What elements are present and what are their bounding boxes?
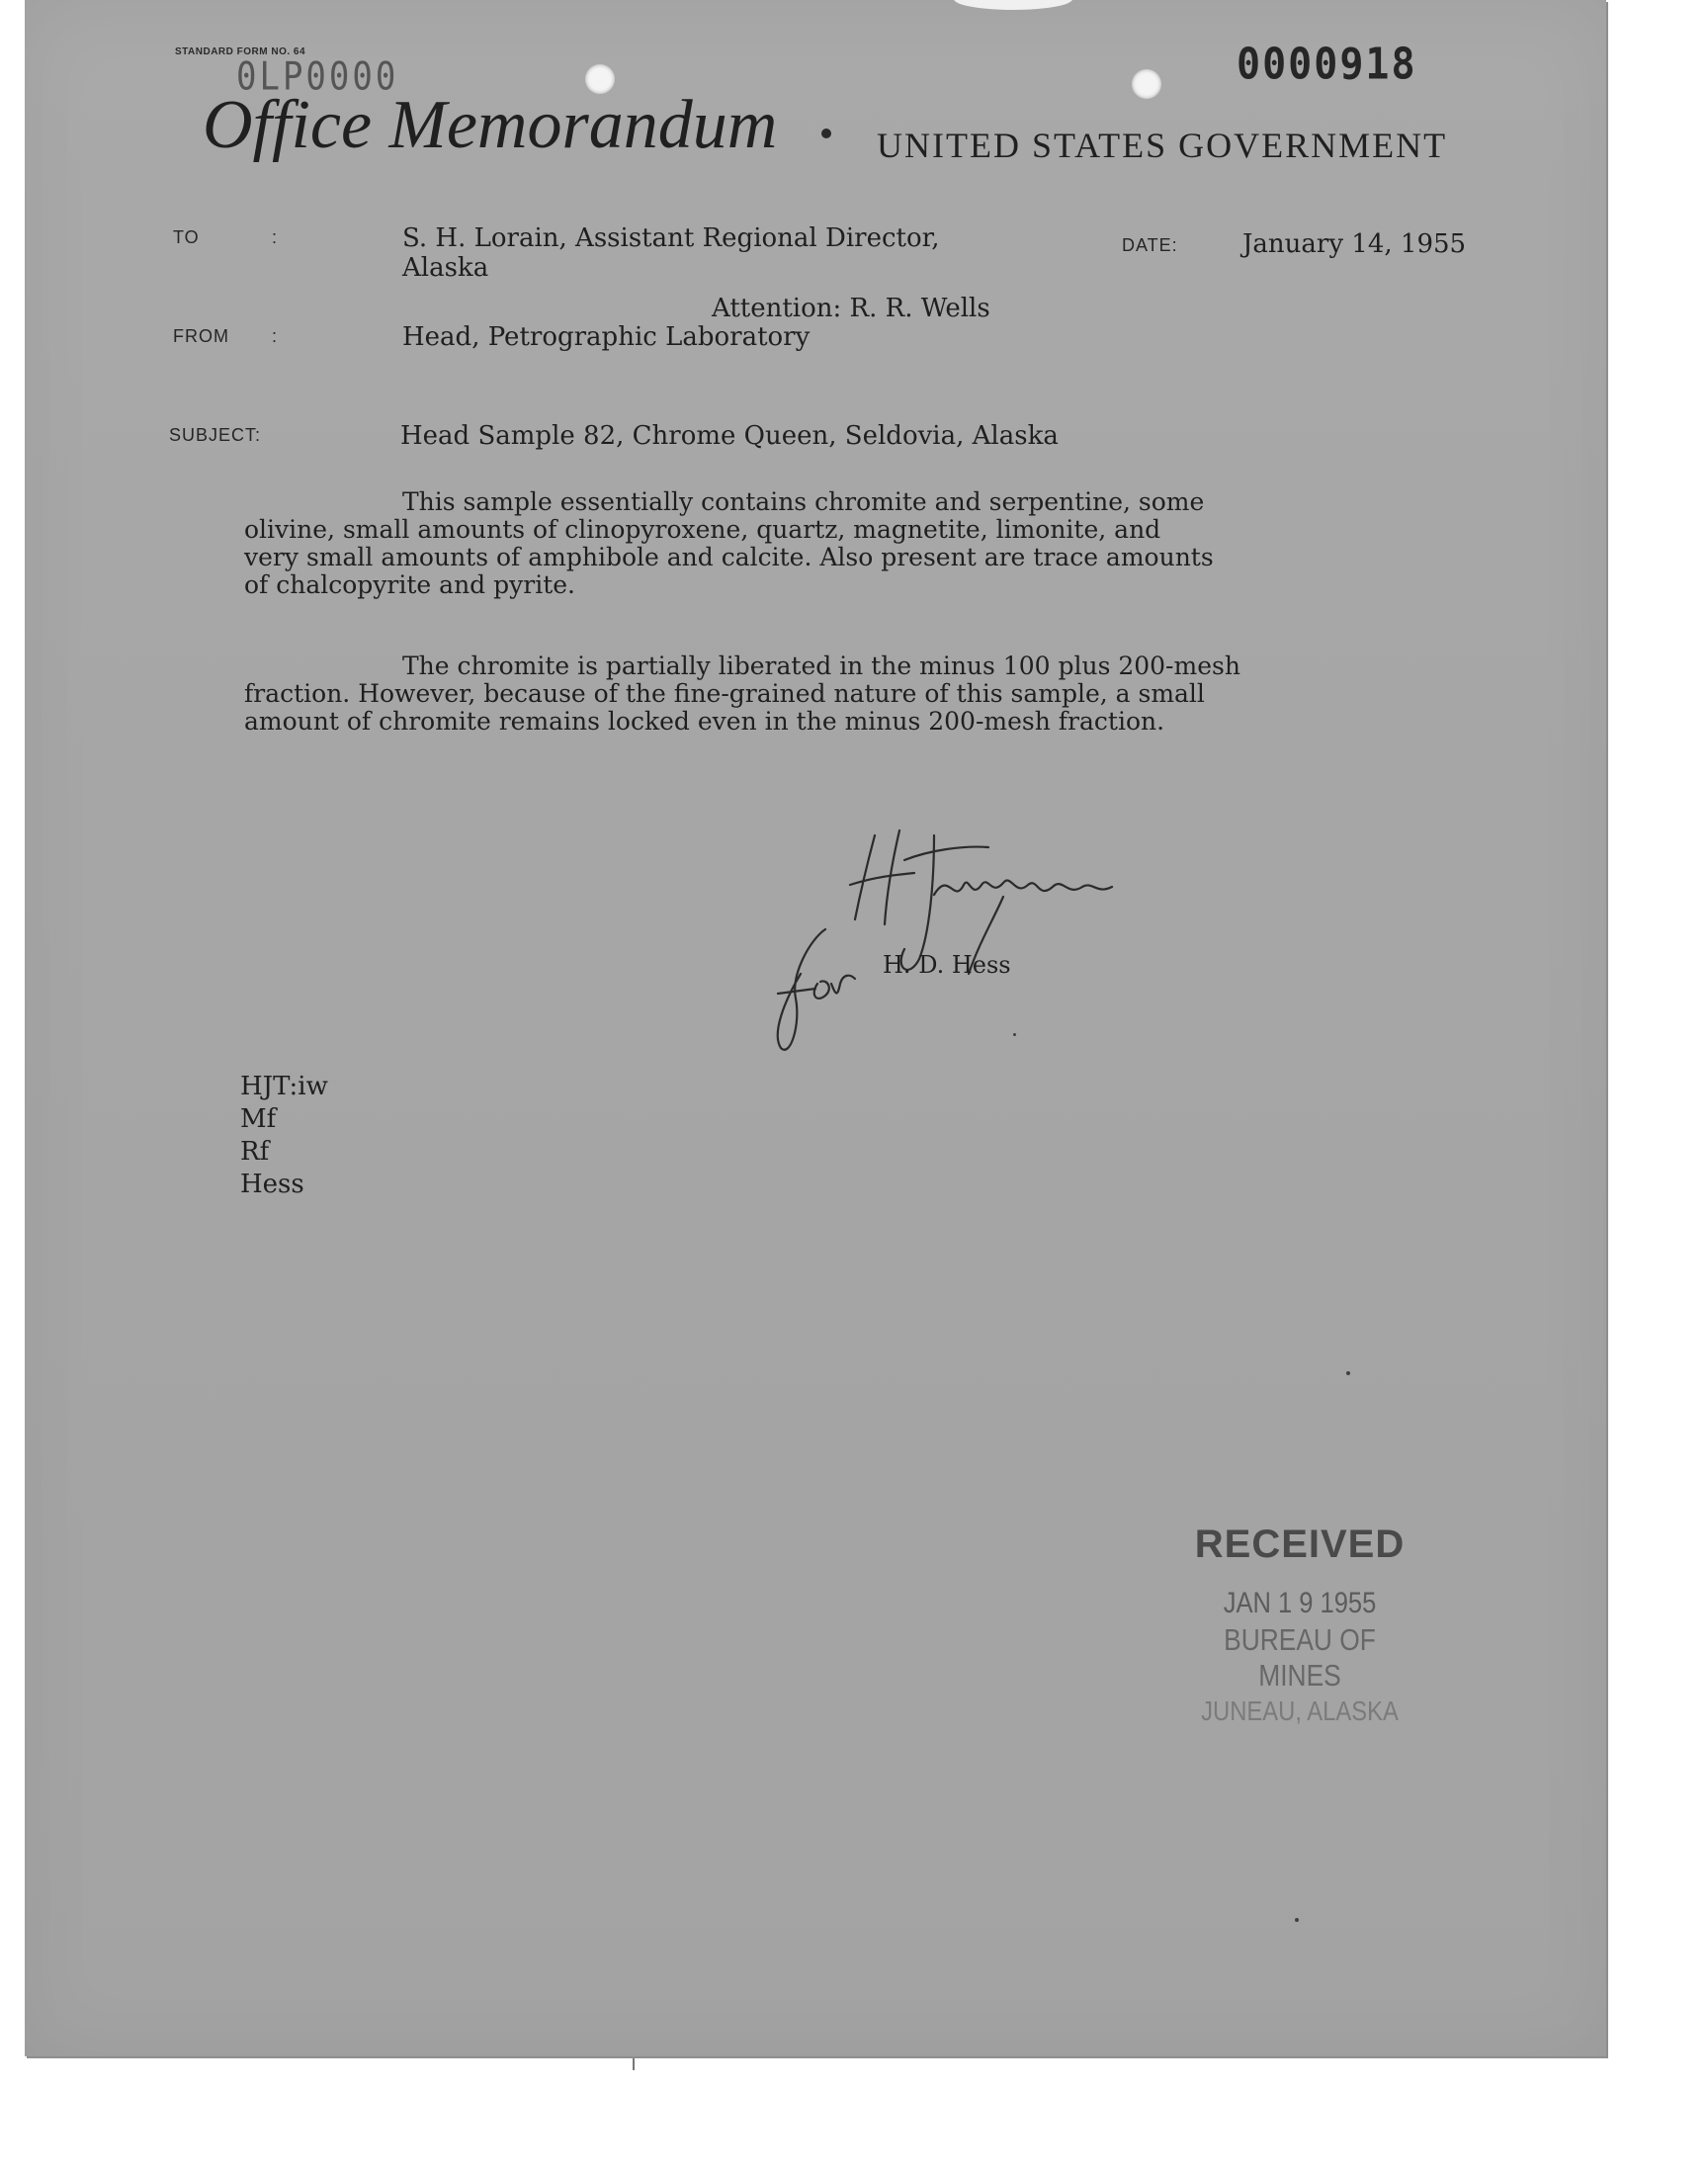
paper-tear — [954, 0, 1072, 10]
from-sender: Head, Petrographic Laboratory — [402, 322, 811, 352]
from-label: FROM — [173, 326, 229, 346]
form-number: STANDARD FORM NO. 64 — [175, 46, 306, 57]
to-recipient: S. H. Lorain, Assistant Regional Director, — [402, 223, 940, 253]
memo-date: January 14, 1955 — [1242, 229, 1467, 259]
to-recipient-location: Alaska — [402, 253, 489, 283]
punch-hole-right — [1132, 69, 1161, 99]
reference-initials — [240, 1071, 328, 1201]
received-stamp-date: JAN 1 9 1955 — [1223, 1587, 1377, 1619]
initials-line: Rf — [240, 1137, 270, 1167]
body-line: olivine, small amounts of clinopyroxene, quartz, magnetite, limonite, and — [244, 515, 1161, 544]
body-paragraph-1 — [244, 488, 1430, 599]
received-stamp-agency: BUREAU OF MINES — [1224, 1622, 1376, 1693]
initials-line: Hess — [240, 1170, 304, 1199]
body-line: amount of chromite remains locked even in the minus 200-mesh fraction. — [244, 707, 1165, 736]
initials-line: Mf — [240, 1104, 277, 1134]
from-colon: : — [272, 326, 278, 346]
memo-title: Office Memorandum — [203, 87, 778, 163]
scan-margin — [0, 2069, 1708, 2175]
body-paragraph-2 — [244, 652, 1430, 736]
body-line: very small amounts of amphibole and calcite. Also present are trace amounts — [244, 543, 1214, 571]
body-line: The chromite is partially liberated in the minus 100 plus 200-mesh — [402, 652, 1240, 680]
handwritten-signature — [756, 826, 1191, 1063]
body-line: This sample essentially contains chromite and serpentine, some — [402, 487, 1205, 516]
stamped-number-right: 0000918 — [1237, 39, 1417, 90]
body-line: of chalcopyrite and pyrite. — [244, 570, 575, 599]
paper-speck — [1295, 1918, 1299, 1922]
received-stamp — [1161, 1522, 1438, 1727]
memo-page — [25, 0, 1606, 2056]
scan-tick-mark — [633, 2058, 635, 2070]
typed-signer-name: H. D. Hess — [883, 951, 1011, 979]
received-stamp-title: RECEIVED — [1194, 1522, 1406, 1566]
body-line: fraction. However, because of the fine-grained nature of this sample, a small — [244, 679, 1205, 708]
received-stamp-location: JUNEAU, ALASKA — [1201, 1696, 1399, 1726]
paper-speck — [1013, 1033, 1016, 1036]
subject-label: SUBJECT: — [169, 425, 262, 445]
to-label: TO — [173, 227, 200, 247]
stamped-number-left: 0LP0000 — [236, 54, 399, 100]
attention-line: Attention: R. R. Wells — [712, 294, 990, 323]
date-label: DATE: — [1122, 235, 1178, 255]
subject-line: Head Sample 82, Chrome Queen, Seldovia, Alaska — [400, 421, 1059, 451]
initials-line: HJT:iw — [240, 1072, 328, 1101]
paper-speck — [1346, 1371, 1350, 1375]
to-colon: : — [272, 227, 278, 247]
memo-agency: UNITED STATES GOVERNMENT — [877, 126, 1448, 165]
title-bullet — [821, 129, 831, 138]
